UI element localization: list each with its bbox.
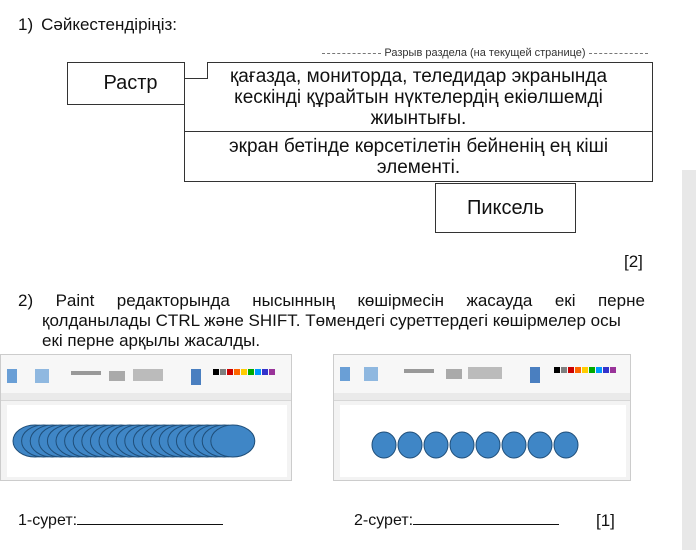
- page-scrollbar[interactable]: [682, 170, 696, 550]
- palette-swatch: [248, 369, 254, 375]
- textbox-tab: [184, 62, 208, 79]
- figure2-caption-label: 2-сурет:: [354, 512, 414, 529]
- definition-2-text: экран бетінде көрсетілетін бейненің ең кіші элементі.: [228, 135, 609, 178]
- term-pixel-box[interactable]: [435, 183, 576, 233]
- palette-swatch: [213, 369, 219, 375]
- section-break-marker: [322, 47, 648, 59]
- tools-icon: [109, 371, 125, 381]
- term-pixel-label: Пиксель: [466, 196, 545, 219]
- question2-number: 2): [18, 291, 34, 310]
- figure1-caption-label: 1-сурет:: [18, 512, 78, 529]
- separate-ellipse: [398, 432, 422, 458]
- definition-1-box[interactable]: [184, 62, 653, 132]
- palette-swatch: [269, 369, 275, 375]
- paste-icon: [340, 367, 350, 381]
- figure2-answer-blank[interactable]: [413, 512, 559, 525]
- question2-line1: [18, 291, 645, 311]
- palette-swatch: [568, 367, 574, 373]
- separate-ellipse: [502, 432, 526, 458]
- question1-score: [2]: [624, 252, 643, 271]
- question2-word: редакторында: [116, 291, 230, 310]
- question1-number: 1): [18, 15, 34, 34]
- palette-swatch: [262, 369, 268, 375]
- term-raster-label: Растр: [103, 72, 158, 94]
- palette-swatch: [220, 369, 226, 375]
- term-raster-box[interactable]: [67, 62, 194, 105]
- separate-ellipse: [528, 432, 552, 458]
- figure1-canvas[interactable]: [7, 405, 287, 477]
- palette-swatch: [596, 367, 602, 373]
- color1-icon: [530, 367, 540, 383]
- palette-swatch: [255, 369, 261, 375]
- question1-title: Сәйкестендіріңіз:: [41, 15, 177, 34]
- figure2-paint-screenshot[interactable]: [333, 354, 631, 481]
- palette-swatch: [603, 367, 609, 373]
- palette-swatch: [227, 369, 233, 375]
- question2-line3: екі перне арқылы жасалды.: [42, 331, 261, 350]
- shapes-icon: [468, 367, 502, 379]
- definition-2-box[interactable]: [184, 131, 653, 182]
- separate-ellipse: [476, 432, 500, 458]
- question2-word: Paint: [55, 291, 95, 310]
- figure2-canvas[interactable]: [340, 405, 626, 477]
- tools-icon: [446, 369, 462, 379]
- figure1-answer-blank[interactable]: [77, 512, 223, 525]
- paint-ruler: [1, 393, 291, 401]
- palette-swatch: [582, 367, 588, 373]
- select-icon: [364, 367, 378, 381]
- paint-ribbon: [334, 355, 630, 394]
- figure2-caption: [354, 512, 559, 530]
- definition-1-text: қағазда, мониторда, теледидар экранында кескінді құрайтын нүктелердің екіөлшемді жиынтығы.: [229, 65, 608, 129]
- palette-swatch: [610, 367, 616, 373]
- image-tools-icon: [71, 371, 101, 375]
- paint-ruler: [334, 393, 630, 401]
- separate-ellipse: [450, 432, 474, 458]
- question2-text: [18, 291, 645, 351]
- question2-word: көшірмесін: [357, 291, 445, 310]
- section-break-label: Разрыв раздела (на текущей странице): [384, 47, 586, 59]
- question2-line2: қолданылады CTRL және SHIFT. Төмендегі суреттердегі көшірмелер осы: [42, 311, 621, 330]
- select-icon: [35, 369, 49, 383]
- color1-icon: [191, 369, 201, 385]
- palette-swatch: [554, 367, 560, 373]
- image-tools-icon: [404, 369, 434, 373]
- shapes-icon: [133, 369, 163, 381]
- palette-swatch: [234, 369, 240, 375]
- question2-word: нысынның: [252, 291, 335, 310]
- overlapping-ellipse: [211, 425, 255, 457]
- palette-swatch: [241, 369, 247, 375]
- question2-word: екі: [554, 291, 576, 310]
- paint-ribbon: [1, 355, 291, 394]
- separate-ellipse: [554, 432, 578, 458]
- question2-word: жасауда: [466, 291, 533, 310]
- question2-word: перне: [597, 291, 645, 310]
- palette-swatch: [575, 367, 581, 373]
- question1-heading: [18, 15, 177, 35]
- separate-ellipse: [372, 432, 396, 458]
- palette-swatch: [589, 367, 595, 373]
- palette-swatch: [561, 367, 567, 373]
- figure1-caption: [18, 512, 223, 530]
- separate-ellipse: [424, 432, 448, 458]
- question2-score: [1]: [596, 511, 615, 530]
- figure1-paint-screenshot[interactable]: [0, 354, 292, 481]
- paste-icon: [7, 369, 17, 383]
